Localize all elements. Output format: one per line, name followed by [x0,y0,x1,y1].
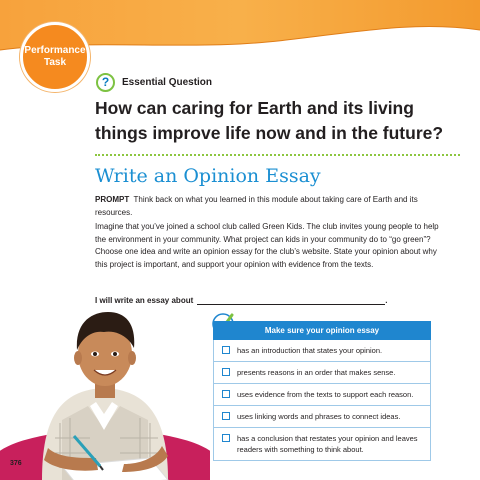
checklist-item-text: uses linking words and phrases to connect ideas. [237,412,401,421]
essential-question-row [96,72,212,92]
dotted-divider [95,154,460,156]
assignment-paragraph: Imagine that you’ve joined a school club called Green Kids. The club invites young people to help the environment in your community. What project can kids in your community do to “go green”? Choose one idea and write an opinion essay for the club’s website. State your opinion about why this project is important, and support your opinion with evidence from the texts. [95,222,439,269]
checklist-item[interactable] [214,406,430,428]
checklist-item[interactable] [214,362,430,384]
badge-line-2: Task [43,57,67,68]
essay-topic-blank[interactable] [197,296,388,305]
badge-line-1: Performance [24,45,86,56]
boy-writing-photo [0,308,210,480]
checklist-item-text: has an introduction that states your opinion. [237,346,383,355]
checklist-item-text: has a conclusion that restates your opinion and leaves readers with something to think about. [237,434,418,454]
essential-question-headline: How can caring for Earth and its living things improve life now and in the future? [95,98,444,143]
question-mark-icon: ? [96,73,115,92]
essential-question-label: Essential Question [122,76,213,88]
checklist-item-text: uses evidence from the texts to support each reason. [237,390,414,399]
checklist-title: Make sure your opinion essay [213,321,431,340]
checkbox[interactable] [222,412,230,420]
performance-task-badge [20,22,90,92]
checklist-items [213,340,431,461]
essay-topic-period: . [385,296,388,305]
checkbox[interactable] [222,434,230,442]
page-number: 376 [10,460,22,467]
checkbox[interactable] [222,346,230,354]
essay-topic-label: I will write an essay about [95,296,194,305]
checkbox[interactable] [222,368,230,376]
prompt-body: Think back on what you learned in this module about taking care of Earth and its resources. [95,195,418,217]
checkbox[interactable] [222,390,230,398]
checklist-item[interactable] [214,384,430,406]
checklist-item[interactable] [214,428,430,460]
essay-topic-line [95,296,388,305]
opinion-essay-checklist [213,321,431,455]
prompt-text [95,194,445,219]
section-title: Write an Opinion Essay [95,165,321,187]
prompt-label: PROMPT [95,195,130,204]
checklist-item-text: presents reasons in an order that makes sense. [237,368,396,377]
checklist-item[interactable] [214,340,430,362]
